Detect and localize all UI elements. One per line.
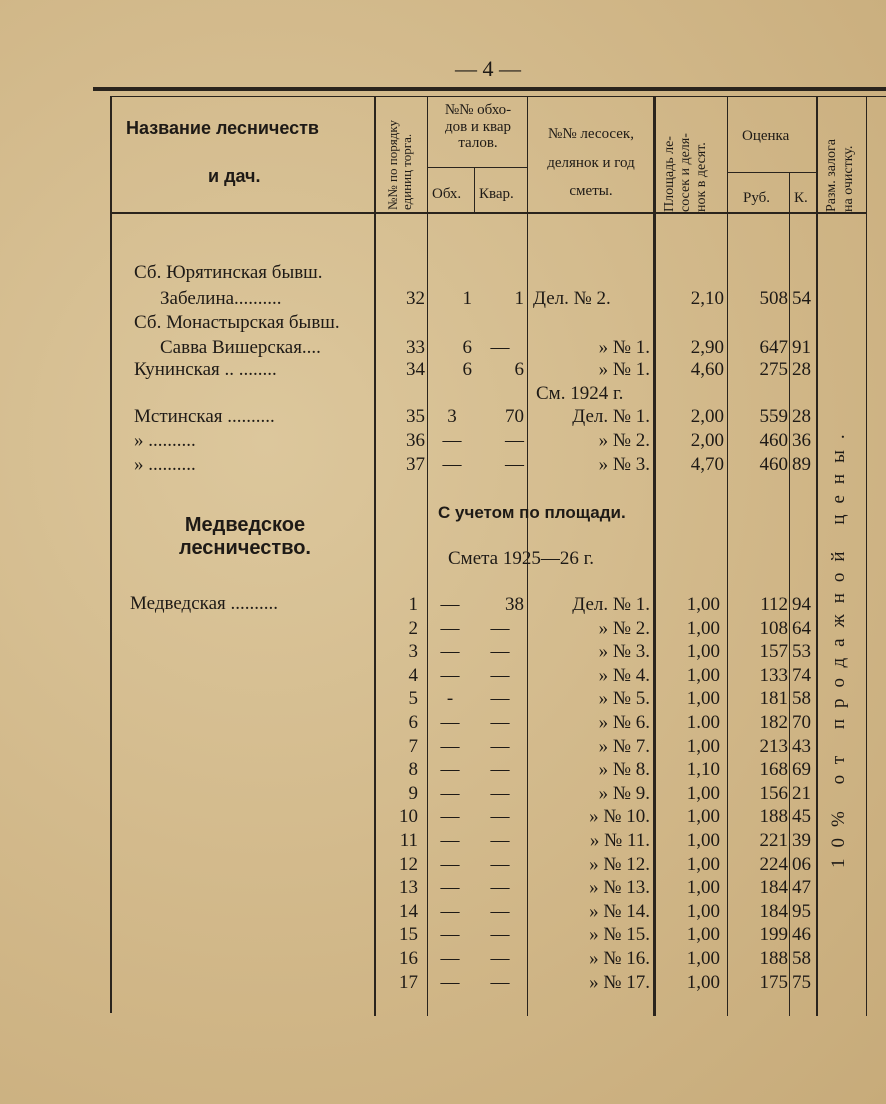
row-kop: 28 [792, 359, 811, 380]
row-order: 6 [408, 712, 418, 733]
row-kvar: — [490, 853, 510, 875]
row-kop: 89 [792, 454, 811, 475]
row-obkh: — [440, 735, 460, 757]
col-sep-name [374, 96, 376, 1016]
row-obkh: — [440, 877, 460, 899]
row-area: 1,00 [686, 617, 720, 639]
row-area: 1,00 [686, 688, 720, 710]
row-obkh: — [440, 900, 460, 922]
row-kop: 54 [792, 288, 811, 309]
row-area: 2,90 [690, 337, 724, 358]
row-kop: 74 [792, 664, 811, 686]
row-order: 37 [406, 454, 425, 475]
row-del: Дел. № 1. [572, 594, 650, 615]
row-del: » № 3. [598, 641, 650, 663]
row-order: 16 [399, 948, 418, 969]
smeta-1924: См. 1924 г. [536, 383, 624, 404]
row-del: » № 8. [598, 759, 650, 781]
row-kop: 94 [792, 594, 811, 615]
deposit-note: 10% от продажной цены. [828, 423, 849, 868]
header-name-2: и дач. [208, 166, 261, 186]
row-order: 14 [399, 900, 418, 922]
row-kvar: — [490, 782, 510, 804]
row-rub: 184 [759, 900, 788, 922]
row-rub: 647 [759, 337, 788, 358]
row-area: 1,00 [686, 900, 720, 922]
row-kop: 95 [792, 900, 811, 922]
row-kvar: — [505, 454, 524, 475]
row-del: » № 2. [598, 617, 650, 639]
row-obkh: — [440, 712, 460, 733]
row-obkh: — [440, 830, 460, 851]
row-order: 33 [406, 337, 425, 358]
header-rub: Руб. [743, 190, 771, 206]
row-kvar: — [490, 948, 510, 969]
row-obkh: — [442, 454, 462, 475]
row-order: 1 [408, 594, 418, 615]
header-bottom-rule [112, 212, 867, 214]
row-order: 11 [399, 830, 418, 851]
row-rub: 275 [759, 359, 788, 380]
row-name: Савва Вишерская.... [160, 337, 321, 358]
row-rub: 460 [759, 454, 788, 475]
row-order: 8 [408, 759, 418, 781]
row-kvar: — [490, 877, 510, 899]
row-obkh: — [440, 924, 460, 946]
section-smeta: Смета 1925—26 г. [448, 548, 594, 569]
row-del: » № 11. [589, 830, 650, 851]
row-kop: 64 [792, 617, 811, 639]
row-order: 35 [406, 406, 425, 427]
header-deliank: №№ лесосек, делянок и год сметы. [547, 126, 635, 199]
row-rub: 559 [759, 406, 788, 427]
row-kop: 21 [792, 782, 811, 804]
row-order: 34 [406, 359, 425, 380]
row-obkh: — [440, 594, 460, 615]
row-del: » № 4. [598, 664, 650, 686]
row-rub: 188 [759, 806, 788, 828]
row-rub: 156 [759, 782, 788, 804]
top-rule-thin [110, 96, 886, 97]
row-rub: 188 [759, 948, 788, 969]
row-order: 7 [408, 735, 418, 757]
row-del: » № 14. [589, 900, 650, 922]
right-border [866, 96, 867, 1016]
row-order: 32 [406, 288, 425, 309]
row-obkh: — [440, 617, 460, 639]
section-title: Медведское лесничество. [179, 514, 311, 559]
row-obkh: — [440, 664, 460, 686]
row-area: 2,00 [690, 406, 724, 427]
row-order: 3 [408, 641, 418, 663]
obkh-sub-rule [427, 167, 527, 168]
row-kop: 58 [792, 688, 811, 710]
row-rub: 213 [759, 735, 788, 757]
header-name: Название лесничеств [126, 118, 319, 138]
row-area: 4,70 [690, 454, 724, 475]
row-del: » № 17. [589, 971, 650, 993]
row-kvar: — [490, 830, 510, 851]
row-area: 1,00 [686, 853, 720, 875]
row-kop: 06 [792, 853, 811, 875]
row-kvar: — [490, 641, 510, 663]
row-order: 5 [408, 688, 418, 710]
row-order: 36 [406, 430, 425, 451]
row-rub: 221 [759, 830, 788, 851]
row-kvar: — [490, 900, 510, 922]
row-kop: 46 [792, 924, 811, 946]
row-area: 1,00 [686, 948, 720, 969]
section-dacha: Медведская .......... [130, 593, 279, 614]
row-kop: 28 [792, 406, 811, 427]
row-rub: 157 [759, 641, 788, 663]
page-number: — 4 — [455, 56, 521, 81]
row-del: » № 3. [598, 454, 650, 475]
header-order: №№ по порядку единиц торга. [385, 120, 414, 210]
row-area: 1,00 [686, 664, 720, 686]
row-obkh: — [440, 641, 460, 663]
row-kvar: 38 [505, 594, 524, 615]
row-kvar: 1 [514, 288, 524, 309]
row-rub: 181 [759, 688, 788, 710]
section-note: С учетом по площади. [438, 503, 626, 522]
row-del: » № 7. [598, 735, 650, 757]
row-area: 1,00 [686, 735, 720, 757]
row-kvar: — [490, 806, 510, 828]
row-kop: 69 [792, 759, 811, 781]
row-obkh: — [440, 782, 460, 804]
row-area: 1,00 [686, 782, 720, 804]
row-kvar: — [490, 759, 510, 781]
row-obkh: — [440, 806, 460, 828]
row-obkh: — [440, 971, 460, 993]
row-area: 1.00 [686, 712, 720, 733]
row-kvar: — [490, 924, 510, 946]
row-del: » № 15. [589, 924, 650, 946]
header-kvar-sub: Квар. [479, 186, 514, 202]
row-rub: 112 [760, 594, 788, 615]
row-rub: 133 [759, 664, 788, 686]
row-del: Дел. № 2. [533, 288, 611, 309]
row-rub: 175 [759, 971, 788, 993]
row-obkh: 6 [462, 359, 472, 380]
col-sep-kop [789, 172, 790, 1016]
row-order: 17 [399, 971, 418, 993]
row-rub: 184 [759, 877, 788, 899]
row-del: » № 1. [598, 359, 650, 380]
row-obkh: — [440, 853, 460, 875]
row-kop: 45 [792, 806, 811, 828]
row-del: » № 1. [598, 337, 650, 358]
row-rub: 182 [759, 712, 788, 733]
row-kop: 47 [792, 877, 811, 899]
left-border [110, 96, 112, 1013]
row-area: 1,00 [686, 594, 720, 615]
row-name: Сб. Юрятинская бывш. [134, 262, 323, 283]
header-obkh-sub: Обх. [432, 186, 462, 202]
row-kvar: — [490, 712, 510, 733]
row-kop: 39 [792, 830, 811, 851]
row-rub: 108 [759, 617, 788, 639]
row-kvar: — [490, 617, 510, 639]
col-sep-obkh [474, 168, 475, 212]
row-kvar: — [490, 688, 510, 710]
row-order: 9 [408, 782, 418, 804]
header-deposit: Разм. залога на очистку. [824, 138, 856, 212]
row-del: » № 16. [589, 948, 650, 969]
top-rule [93, 87, 886, 91]
row-order: 15 [399, 924, 418, 946]
col-sep-order [427, 96, 428, 1016]
row-kop: 36 [792, 430, 811, 451]
estimate-sub-rule [728, 172, 816, 173]
row-name: » .......... [134, 454, 196, 475]
row-kop: 53 [792, 641, 811, 663]
row-name: Мстинская .......... [134, 406, 275, 427]
row-area: 1,00 [686, 806, 720, 828]
col-sep-estimate [816, 96, 818, 1016]
row-area: 4,60 [690, 359, 724, 380]
row-del: » № 13. [589, 877, 650, 899]
header-kop: К. [794, 190, 808, 206]
row-kop: 91 [792, 337, 811, 358]
row-kop: 70 [792, 712, 811, 733]
row-del: » № 5. [598, 688, 650, 710]
row-order: 12 [399, 853, 418, 875]
row-name: Сб. Монастырская бывш. [134, 312, 340, 333]
header-area: Площадь ле- сосек и деля- нок в десят. [662, 133, 710, 212]
row-area: 1,00 [686, 924, 720, 946]
row-area: 1,00 [686, 971, 720, 993]
row-kvar: — [490, 664, 510, 686]
row-area: 1,00 [686, 830, 720, 851]
row-kvar: 70 [505, 406, 524, 427]
row-area: 2,00 [690, 430, 724, 451]
row-name: Кунинская .. ........ [134, 359, 277, 380]
row-kvar: — [490, 735, 510, 757]
row-rub: 508 [759, 288, 788, 309]
row-area: 1,00 [686, 877, 720, 899]
row-del: » № 9. [598, 782, 650, 804]
row-kvar: — [490, 971, 510, 993]
row-obkh: — [440, 948, 460, 969]
row-area: 2,10 [690, 288, 724, 309]
row-order: 2 [408, 617, 418, 639]
row-order: 10 [399, 806, 418, 828]
header-estimate: Оценка [742, 128, 790, 144]
row-name: Забелина.......... [160, 288, 282, 309]
header-obkh: №№ обхо- дов и квар талов. [444, 102, 512, 151]
row-area: 1,00 [686, 641, 720, 663]
row-kop: 58 [792, 948, 811, 969]
row-kvar: 6 [514, 359, 524, 380]
row-rub: 199 [759, 924, 788, 946]
row-del: » № 12. [589, 853, 650, 875]
row-kop: 43 [792, 735, 811, 757]
row-rub: 168 [759, 759, 788, 781]
row-obkh: — [440, 759, 460, 781]
row-obkh: 3 [447, 406, 457, 427]
row-kvar: — [505, 430, 524, 451]
row-del: » № 10. [589, 806, 650, 828]
row-obkh: - [446, 688, 454, 710]
row-name: » .......... [134, 430, 196, 451]
row-kop: 75 [792, 971, 811, 993]
row-rub: 224 [759, 853, 788, 875]
row-rub: 460 [759, 430, 788, 451]
row-del: » № 6. [598, 712, 650, 733]
row-del: Дел. № 1. [572, 406, 650, 427]
row-area: 1,10 [686, 759, 720, 781]
row-obkh: 6 [462, 337, 472, 358]
row-kvar: — [490, 337, 510, 358]
row-obkh: 1 [462, 288, 472, 309]
row-order: 4 [408, 664, 418, 686]
row-order: 13 [399, 877, 418, 899]
row-obkh: — [442, 430, 462, 451]
row-del: » № 2. [598, 430, 650, 451]
col-sep-area [727, 96, 728, 1016]
